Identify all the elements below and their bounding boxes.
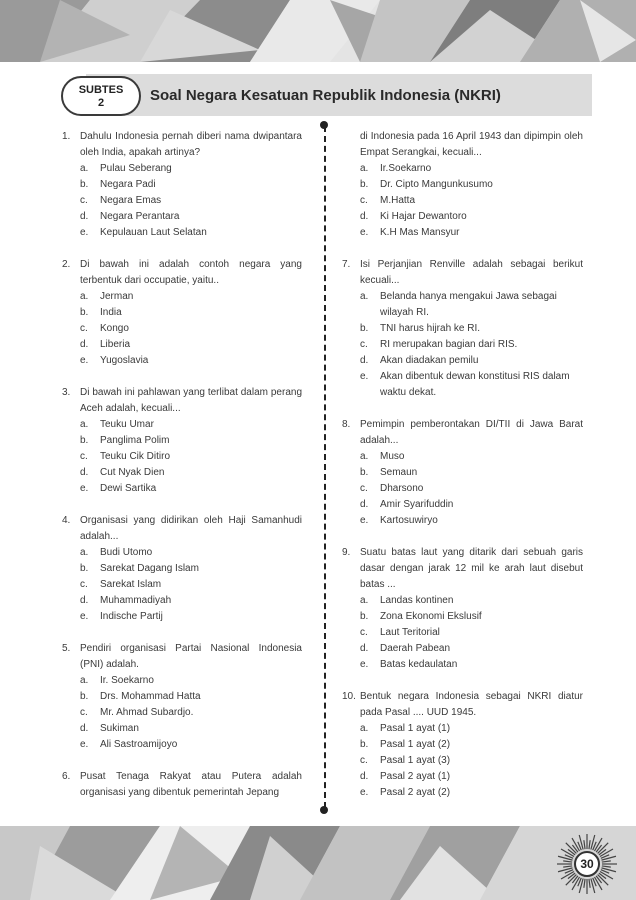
option-letter: c.	[80, 579, 88, 590]
answer-option	[360, 177, 583, 193]
answer-option	[360, 593, 583, 609]
option-text: Ir. Soekarno	[100, 675, 154, 686]
answer-option	[360, 769, 583, 785]
option-letter: b.	[360, 467, 369, 478]
option-text: Landas kontinen	[380, 595, 454, 606]
option-text: Budi Utomo	[100, 547, 153, 558]
option-text: Jerman	[100, 291, 134, 302]
option-text: M.Hatta	[380, 195, 416, 206]
answer-option	[80, 689, 302, 705]
answer-option	[360, 641, 583, 657]
option-letter: d.	[360, 499, 369, 510]
answer-option	[360, 193, 583, 209]
option-letter: c.	[80, 707, 88, 718]
question-text: Pusat Tenaga Rakyat atau Putera adalah organisasi yang dibentuk pemerintah Jepang	[80, 771, 302, 798]
option-text: Daerah Pabean	[380, 643, 451, 654]
option-letter: d.	[80, 467, 89, 478]
option-text: Ki Hajar Dewantoro	[380, 211, 467, 222]
answer-option	[80, 161, 302, 177]
question-text: Organisasi yang didirikan oleh Haji Samanhudi adalah...	[80, 515, 302, 542]
option-letter: e.	[80, 227, 89, 238]
option-letter: a.	[80, 419, 89, 430]
option-text: Cut Nyak Dien	[100, 467, 165, 478]
option-letter: b.	[80, 307, 89, 318]
answer-option	[80, 353, 302, 369]
question	[342, 689, 583, 801]
answer-option	[80, 545, 302, 561]
answer-option	[360, 721, 583, 737]
option-letter: d.	[80, 339, 89, 350]
divider-dot-bottom	[320, 806, 328, 814]
option-letter: e.	[80, 611, 89, 622]
option-text: Pasal 2 ayat (1)	[380, 771, 451, 782]
option-letter: a.	[80, 547, 89, 558]
option-text: Sarekat Dagang Islam	[100, 563, 199, 574]
answer-option	[80, 577, 302, 593]
option-text: TNI harus hijrah ke RI.	[380, 323, 481, 334]
answer-option	[360, 785, 583, 801]
answer-option	[360, 513, 583, 529]
question-number: 5.	[62, 643, 71, 654]
question-continuation	[342, 129, 583, 241]
option-text: Pasal 2 ayat (2)	[380, 787, 451, 798]
answer-option	[80, 481, 302, 497]
option-letter: d.	[80, 211, 89, 222]
answer-option	[360, 609, 583, 625]
option-letter: d.	[80, 723, 89, 734]
option-text: Batas kedaulatan	[380, 659, 458, 670]
section-header	[56, 74, 592, 118]
option-text: Pulau Seberang	[100, 163, 172, 174]
top-decorative-banner	[0, 0, 636, 62]
option-letter: b.	[360, 323, 369, 334]
option-text: Negara Emas	[100, 195, 162, 206]
column-divider	[324, 126, 326, 808]
question	[62, 641, 302, 753]
option-letter: c.	[360, 627, 368, 638]
page-number-badge	[556, 833, 618, 895]
divider-dot-top	[320, 121, 328, 129]
question-text: Pendiri organisasi Partai Nasional Indonesia (PNI) adalah.	[80, 643, 302, 670]
answer-option	[80, 177, 302, 193]
option-text: Teuku Cik Ditiro	[100, 451, 171, 462]
option-letter: b.	[360, 179, 369, 190]
answer-option	[80, 673, 302, 689]
option-letter: a.	[360, 163, 369, 174]
answer-option	[360, 321, 583, 337]
option-text: Sukiman	[100, 723, 139, 734]
option-letter: c.	[80, 323, 88, 334]
answer-option	[80, 561, 302, 577]
answer-option	[80, 721, 302, 737]
option-letter: e.	[360, 227, 369, 238]
option-text: Ali Sastroamijoyo	[100, 739, 178, 750]
option-letter: e.	[80, 483, 89, 494]
answer-option	[360, 657, 583, 673]
option-text: Kepulauan Laut Selatan	[100, 227, 207, 238]
answer-option	[360, 481, 583, 497]
question	[62, 385, 302, 497]
option-letter: d.	[80, 595, 89, 606]
answer-option	[80, 737, 302, 753]
option-letter: c.	[360, 483, 368, 494]
option-text: Dr. Cipto Mangunkusumo	[380, 179, 493, 190]
question-text: Di bawah ini pahlawan yang terlibat dalam perang Aceh adalah, kecuali...	[80, 387, 302, 414]
option-text: Muso	[380, 451, 405, 462]
option-text: Mr. Ahmad Subardjo.	[100, 707, 194, 718]
option-letter: e.	[80, 739, 89, 750]
answer-option	[360, 753, 583, 769]
option-letter: b.	[80, 435, 89, 446]
option-text: Semaun	[380, 467, 418, 478]
option-text: Pasal 1 ayat (1)	[380, 723, 451, 734]
question-number: 2.	[62, 259, 71, 270]
option-letter: a.	[80, 291, 89, 302]
option-text: Akan dibentuk dewan konstitusi RIS dalam waktu dekat.	[380, 371, 570, 398]
option-text: K.H Mas Mansyur	[380, 227, 460, 238]
question-text: Bentuk negara Indonesia sebagai NKRI diatur pada Pasal .... UUD 1945.	[360, 691, 583, 718]
option-text: Indische Partij	[100, 611, 163, 622]
option-letter: a.	[360, 291, 369, 302]
answer-option	[360, 625, 583, 641]
option-letter: e.	[360, 515, 369, 526]
option-letter: b.	[360, 739, 369, 750]
question	[62, 513, 302, 625]
option-text: Zona Ekonomi Ekslusif	[380, 611, 482, 622]
answer-option	[80, 193, 302, 209]
option-letter: d.	[360, 211, 369, 222]
question-number: 9.	[342, 547, 351, 558]
option-text: India	[100, 307, 122, 318]
question-number: 4.	[62, 515, 71, 526]
option-letter: d.	[360, 771, 369, 782]
option-letter: a.	[80, 163, 89, 174]
answer-option	[80, 465, 302, 481]
answer-option	[360, 337, 583, 353]
option-text: Teuku Umar	[100, 419, 154, 430]
option-text: Panglima Polim	[100, 435, 170, 446]
option-letter: d.	[360, 355, 369, 366]
question	[342, 545, 583, 673]
page-title: Soal Negara Kesatuan Republik Indonesia (NKRI)	[150, 87, 501, 104]
option-text: Dharsono	[380, 483, 424, 494]
answer-option	[360, 465, 583, 481]
option-text: Laut Teritorial	[380, 627, 440, 638]
question-continuation-text: di Indonesia pada 16 April 1943 dan dipimpin oleh Empat Serangkai, kecuali...	[360, 131, 583, 158]
question	[62, 769, 302, 801]
option-text: Akan diadakan pemilu	[380, 355, 479, 366]
option-text: Drs. Mohammad Hatta	[100, 691, 201, 702]
answer-option	[80, 305, 302, 321]
option-text: Yugoslavia	[100, 355, 149, 366]
answer-option	[360, 289, 583, 321]
question-number: 10.	[342, 691, 356, 702]
right-column	[342, 129, 583, 817]
page-number: 30	[574, 851, 600, 877]
answer-option	[80, 289, 302, 305]
answer-option	[80, 593, 302, 609]
answer-option	[360, 161, 583, 177]
question	[62, 257, 302, 369]
answer-option	[360, 449, 583, 465]
subtes-label: SUBTES	[78, 84, 124, 96]
question	[342, 257, 583, 401]
answer-option	[360, 737, 583, 753]
option-letter: b.	[80, 563, 89, 574]
question-text: Pemimpin pemberontakan DI/TII di Jawa Barat adalah...	[360, 419, 583, 446]
answer-option	[80, 609, 302, 625]
option-text: Ir.Soekarno	[380, 163, 432, 174]
bottom-decorative-banner	[0, 826, 636, 900]
answer-option	[360, 369, 583, 401]
option-text: Kartosuwiryo	[380, 515, 438, 526]
header-title-bar	[86, 74, 592, 116]
subtes-number: 2	[97, 97, 105, 109]
option-letter: c.	[360, 339, 368, 350]
question-text: Dahulu Indonesia pernah diberi nama dwipantara oleh India, apakah artinya?	[80, 131, 302, 158]
answer-option	[80, 337, 302, 353]
option-letter: a.	[360, 451, 369, 462]
question	[342, 417, 583, 529]
option-letter: b.	[360, 611, 369, 622]
option-letter: c.	[360, 755, 368, 766]
option-text: Sarekat Islam	[100, 579, 162, 590]
option-text: Pasal 1 ayat (3)	[380, 755, 451, 766]
option-letter: a.	[80, 675, 89, 686]
option-letter: a.	[360, 723, 369, 734]
option-letter: e.	[80, 355, 89, 366]
question-number: 3.	[62, 387, 71, 398]
question-number: 7.	[342, 259, 351, 270]
question-text: Suatu batas laut yang ditarik dari sebuah garis dasar dengan jarak 12 mil ke arah laut disebut batas ...	[360, 547, 583, 590]
option-letter: c.	[80, 451, 88, 462]
option-letter: c.	[360, 195, 368, 206]
option-text: Belanda hanya mengakui Jawa sebagai wilayah RI.	[380, 291, 557, 318]
option-letter: b.	[80, 691, 89, 702]
option-text: Kongo	[100, 323, 129, 334]
subtes-badge	[61, 76, 141, 116]
answer-option	[360, 225, 583, 241]
answer-option	[80, 321, 302, 337]
answer-option	[360, 497, 583, 513]
answer-option	[360, 209, 583, 225]
left-column	[62, 129, 302, 817]
option-letter: e.	[360, 659, 369, 670]
question-text: Di bawah ini adalah contoh negara yang terbentuk dari occupatie, yaitu..	[80, 259, 302, 286]
answer-option	[80, 225, 302, 241]
option-text: RI merupakan bagian dari RIS.	[380, 339, 518, 350]
answer-option	[80, 433, 302, 449]
option-text: Liberia	[100, 339, 131, 350]
answer-option	[80, 449, 302, 465]
option-letter: e.	[360, 371, 369, 382]
option-letter: c.	[80, 195, 88, 206]
option-text: Dewi Sartika	[100, 483, 157, 494]
question-text: Isi Perjanjian Renville adalah sebagai berikut kecuali...	[360, 259, 583, 286]
option-text: Pasal 1 ayat (2)	[380, 739, 451, 750]
option-letter: e.	[360, 787, 369, 798]
option-text: Negara Perantara	[100, 211, 180, 222]
answer-option	[80, 209, 302, 225]
question	[62, 129, 302, 241]
question-number: 1.	[62, 131, 71, 142]
answer-option	[360, 353, 583, 369]
option-letter: a.	[360, 595, 369, 606]
question-number: 6.	[62, 771, 71, 782]
answer-option	[80, 705, 302, 721]
question-number: 8.	[342, 419, 351, 430]
option-letter: d.	[360, 643, 369, 654]
option-letter: b.	[80, 179, 89, 190]
option-text: Negara Padi	[100, 179, 156, 190]
option-text: Muhammadiyah	[100, 595, 172, 606]
option-text: Amir Syarifuddin	[380, 499, 454, 510]
answer-option	[80, 417, 302, 433]
